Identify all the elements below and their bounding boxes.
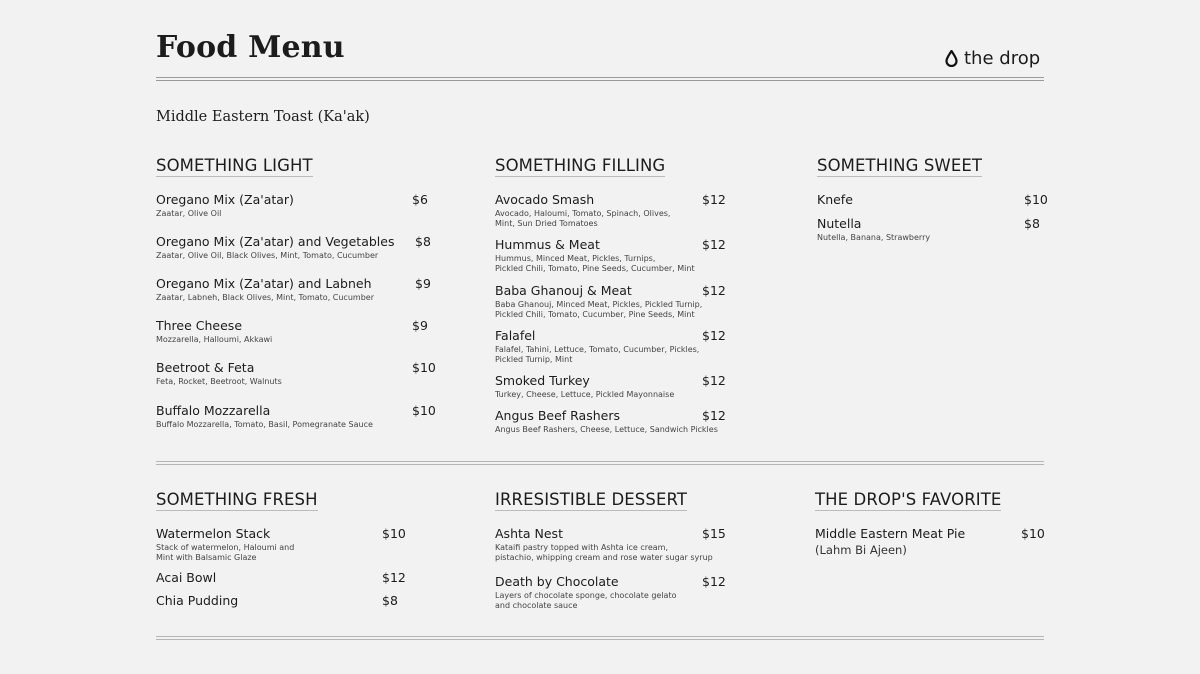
menu-item bbox=[817, 192, 1047, 207]
item-price: $8 bbox=[415, 234, 431, 249]
item-price: $12 bbox=[702, 408, 726, 423]
menu-item bbox=[156, 526, 406, 563]
item-price: $12 bbox=[702, 328, 726, 343]
item-name: Buffalo Mozzarella bbox=[156, 403, 271, 418]
item-description: Zaatar, Olive Oil, Black Olives, Mint, Tomato, Cucumber bbox=[156, 251, 379, 260]
section-the-drops-favorite bbox=[815, 490, 1001, 511]
item-price: $10 bbox=[1021, 526, 1045, 541]
menu-item bbox=[817, 216, 1047, 243]
menu-item bbox=[495, 192, 730, 229]
item-price: $15 bbox=[702, 526, 726, 541]
item-price: $12 bbox=[702, 192, 726, 207]
section-title: SOMETHING LIGHT bbox=[156, 156, 313, 175]
page-title: Food Menu bbox=[156, 30, 345, 65]
menu-item bbox=[495, 574, 730, 611]
item-name: Oregano Mix (Za'atar) bbox=[156, 192, 294, 207]
brand-name: the drop bbox=[964, 48, 1041, 69]
item-description: Layers of chocolate sponge, chocolate gelato and chocolate sauce bbox=[495, 591, 677, 610]
header-divider-top bbox=[156, 77, 1044, 78]
item-price: $8 bbox=[382, 593, 398, 608]
item-name: Chia Pudding bbox=[156, 593, 239, 608]
item-subtitle: (Lahm Bi Ajeen) bbox=[815, 543, 907, 557]
item-description: Angus Beef Rashers, Cheese, Lettuce, Sandwich Pickles bbox=[495, 425, 718, 434]
section-title: SOMETHING FRESH bbox=[156, 490, 318, 509]
footer-divider-bottom bbox=[156, 639, 1044, 640]
item-price: $9 bbox=[415, 276, 431, 291]
item-name: Nutella bbox=[817, 216, 862, 231]
menu-item bbox=[495, 373, 730, 400]
item-description: Zaatar, Labneh, Black Olives, Mint, Tomato, Cucumber bbox=[156, 293, 374, 302]
item-name: Middle Eastern Meat Pie bbox=[815, 526, 966, 541]
section-irresistible-dessert bbox=[495, 490, 687, 511]
section-something-sweet bbox=[817, 156, 982, 177]
item-description: Avocado, Haloumi, Tomato, Spinach, Olives, Mint, Sun Dried Tomatoes bbox=[495, 209, 671, 228]
item-price: $12 bbox=[702, 237, 726, 252]
item-description: Turkey, Cheese, Lettuce, Pickled Mayonnaise bbox=[495, 390, 675, 399]
item-name: Baba Ghanouj & Meat bbox=[495, 283, 632, 298]
item-description: Buffalo Mozzarella, Tomato, Basil, Pomegranate Sauce bbox=[156, 420, 373, 429]
menu-item bbox=[495, 408, 730, 435]
menu-item bbox=[156, 234, 436, 261]
menu-item bbox=[156, 276, 436, 303]
item-price: $6 bbox=[412, 192, 428, 207]
item-price: $12 bbox=[702, 574, 726, 589]
item-name: Acai Bowl bbox=[156, 570, 217, 585]
item-price: $8 bbox=[1024, 216, 1040, 231]
section-title: SOMETHING FILLING bbox=[495, 156, 666, 175]
item-name: Falafel bbox=[495, 328, 536, 343]
item-name: Three Cheese bbox=[156, 318, 243, 333]
section-title: SOMETHING SWEET bbox=[817, 156, 983, 175]
item-price: $12 bbox=[702, 373, 726, 388]
header-divider-bottom bbox=[156, 80, 1044, 81]
water-drop-icon bbox=[945, 50, 958, 67]
footer-divider-top bbox=[156, 636, 1044, 637]
section-divider-top bbox=[156, 461, 1044, 462]
menu-item bbox=[156, 403, 436, 430]
section-title: THE DROP'S FAVORITE bbox=[815, 490, 1002, 509]
item-description: Stack of watermelon, Haloumi and Mint with Balsamic Glaze bbox=[156, 543, 295, 562]
item-name: Death by Chocolate bbox=[495, 574, 619, 589]
item-price: $10 bbox=[412, 403, 436, 418]
section-divider-bottom bbox=[156, 464, 1044, 465]
item-name: Knefe bbox=[817, 192, 853, 207]
item-price: $10 bbox=[1024, 192, 1048, 207]
item-price: $9 bbox=[412, 318, 428, 333]
item-name: Oregano Mix (Za'atar) and Vegetables bbox=[156, 234, 395, 249]
menu-subtitle: Middle Eastern Toast (Ka'ak) bbox=[156, 109, 370, 125]
section-something-filling bbox=[495, 156, 665, 177]
item-description: Falafel, Tahini, Lettuce, Tomato, Cucumber, Pickles, Pickled Turnip, Mint bbox=[495, 345, 700, 364]
menu-item bbox=[495, 328, 730, 365]
menu-item bbox=[156, 318, 436, 345]
item-name: Watermelon Stack bbox=[156, 526, 271, 541]
section-something-light bbox=[156, 156, 313, 177]
item-description: Nutella, Banana, Strawberry bbox=[817, 233, 931, 242]
section-something-fresh bbox=[156, 490, 318, 511]
item-description: Hummus, Minced Meat, Pickles, Turnips, Pickled Chili, Tomato, Pine Seeds, Cucumber, Mint bbox=[495, 254, 695, 273]
item-name: Ashta Nest bbox=[495, 526, 563, 541]
menu-item bbox=[156, 360, 436, 387]
menu-item bbox=[495, 237, 730, 274]
menu-item bbox=[156, 570, 406, 585]
brand-logo bbox=[945, 48, 1040, 69]
item-description: Feta, Rocket, Beetroot, Walnuts bbox=[156, 377, 282, 386]
item-name: Beetroot & Feta bbox=[156, 360, 255, 375]
item-name: Angus Beef Rashers bbox=[495, 408, 620, 423]
menu-item bbox=[815, 526, 1045, 557]
item-price: $12 bbox=[382, 570, 406, 585]
item-description: Kataifi pastry topped with Ashta ice cream, pistachio, whipping cream and rose water sugar syrup bbox=[495, 543, 713, 562]
item-price: $10 bbox=[412, 360, 436, 375]
item-price: $12 bbox=[702, 283, 726, 298]
item-description: Mozzarella, Halloumi, Akkawi bbox=[156, 335, 273, 344]
section-title: IRRESISTIBLE DESSERT bbox=[495, 490, 688, 509]
menu-item bbox=[495, 526, 730, 563]
item-name: Oregano Mix (Za'atar) and Labneh bbox=[156, 276, 372, 291]
menu-item bbox=[495, 283, 730, 320]
item-description: Baba Ghanouj, Minced Meat, Pickles, Pickled Turnip, Pickled Chili, Tomato, Cucumber, Pine Seeds, Mint bbox=[495, 300, 703, 319]
item-name: Smoked Turkey bbox=[495, 373, 590, 388]
item-name: Hummus & Meat bbox=[495, 237, 600, 252]
item-description: Zaatar, Olive Oil bbox=[156, 209, 222, 218]
item-name: Avocado Smash bbox=[495, 192, 595, 207]
menu-item bbox=[156, 593, 406, 608]
item-price: $10 bbox=[382, 526, 406, 541]
menu-item bbox=[156, 192, 436, 219]
